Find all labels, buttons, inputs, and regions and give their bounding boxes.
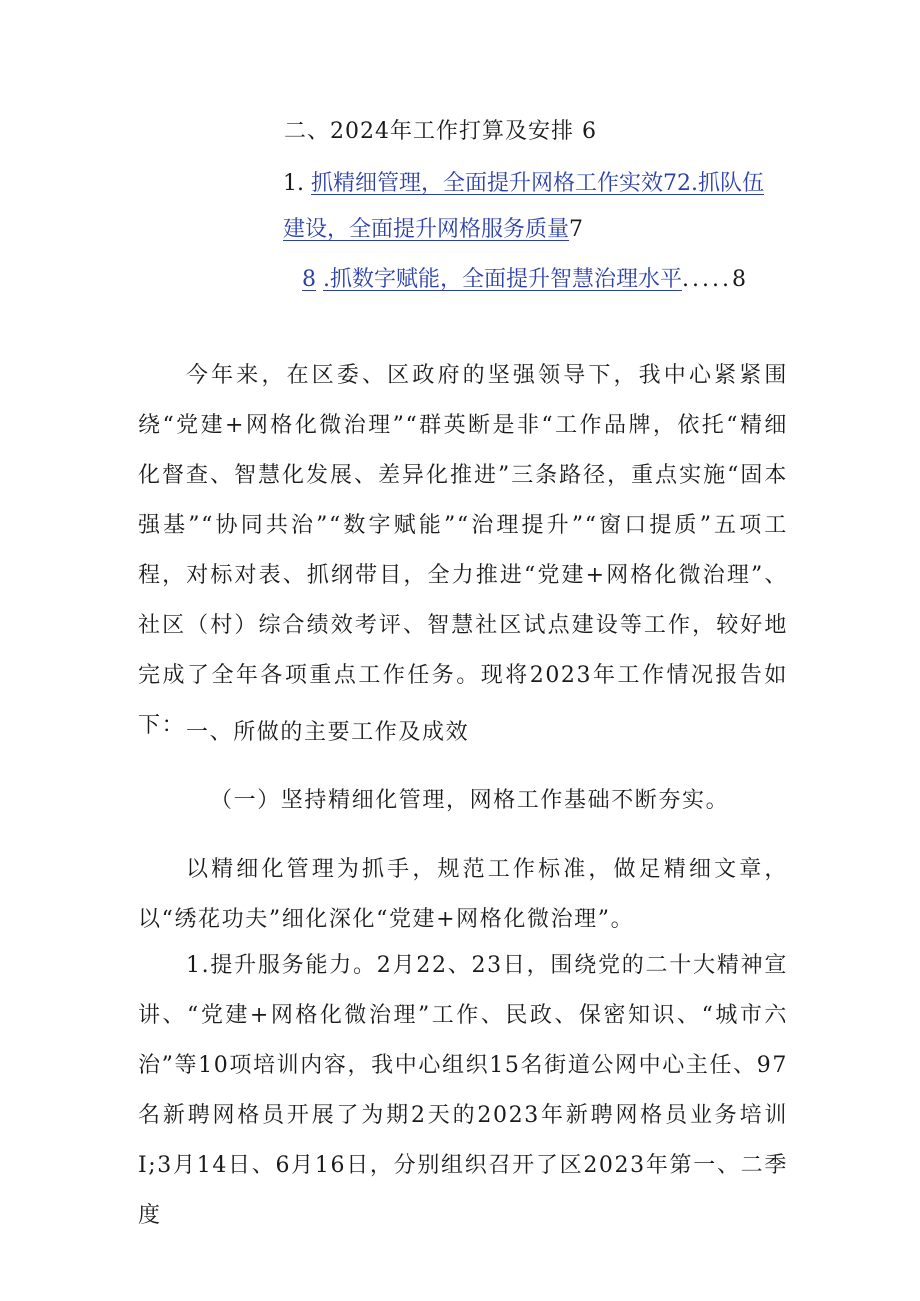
toc-line-3: [302, 266, 746, 294]
toc-line-1: [283, 170, 764, 198]
toc-item-number: 1.: [283, 171, 304, 196]
toc-page-number: 7: [569, 217, 584, 242]
toc-link-team-building-cont[interactable]: 建设，全面提升网格服务质量: [283, 217, 570, 242]
section-heading: 一、所做的主要工作及成效: [186, 720, 470, 745]
body-paragraph-service: 1.提升服务能力。2月22、23日，围绕党的二十大精神宣讲、“党建+网格化微治理”工作、民政、保密知识、“城市六治”等10项培训内容，我中心组织15名街道公网中心主任、97名新聘网格员开展了为期2天的2023年新聘网格员业务培训I;3月14日、6月16日，分别组织召开了区2023年第一、二季度: [138, 953, 788, 1228]
toc-line-2: [283, 216, 583, 244]
toc-item-number-link[interactable]: 8: [302, 267, 316, 292]
toc-link-fine-management[interactable]: 抓精细管理，全面提升网格工作实效: [311, 171, 664, 196]
toc-link-digital-empowerment[interactable]: .抓数字赋能，全面提升智慧治理水平: [323, 267, 682, 292]
subsection-heading: （一）坚持精细化管理，网格工作基础不断夯实。: [210, 788, 730, 813]
intro-paragraph: 今年来，在区委、区政府的坚强领导下，我中心紧紧围绕“党建+网格化微治理”“群英断是非“工作品牌，依托“精细化督查、智慧化发展、差异化推进”三条路径，重点实施“固本强基”“协同共治”“数字赋能”“治理提升”“窗口提质”五项工程，对标对表、抓纲带目，全力推进“党建+网格化微治理”、社区（村）综合绩效考评、智慧社区试点建设等工作，较好地完成了全年各项重点工作任务。现将2023年工作情况报告如下：: [138, 363, 788, 738]
toc-heading: 二、2024年工作打算及安排 6: [284, 119, 597, 144]
body-paragraph: 以精细化管理为抓手，规范工作标准，做足精细文章，以“绣花功夫”细化深化“党建+网格化微治理”。: [138, 857, 788, 932]
toc-page-number[interactable]: 7: [663, 171, 678, 196]
toc-leader-dots: .....: [682, 267, 732, 292]
toc-link-team-building[interactable]: 2.抓队伍: [677, 171, 765, 196]
toc-page-number: 8: [731, 267, 746, 292]
